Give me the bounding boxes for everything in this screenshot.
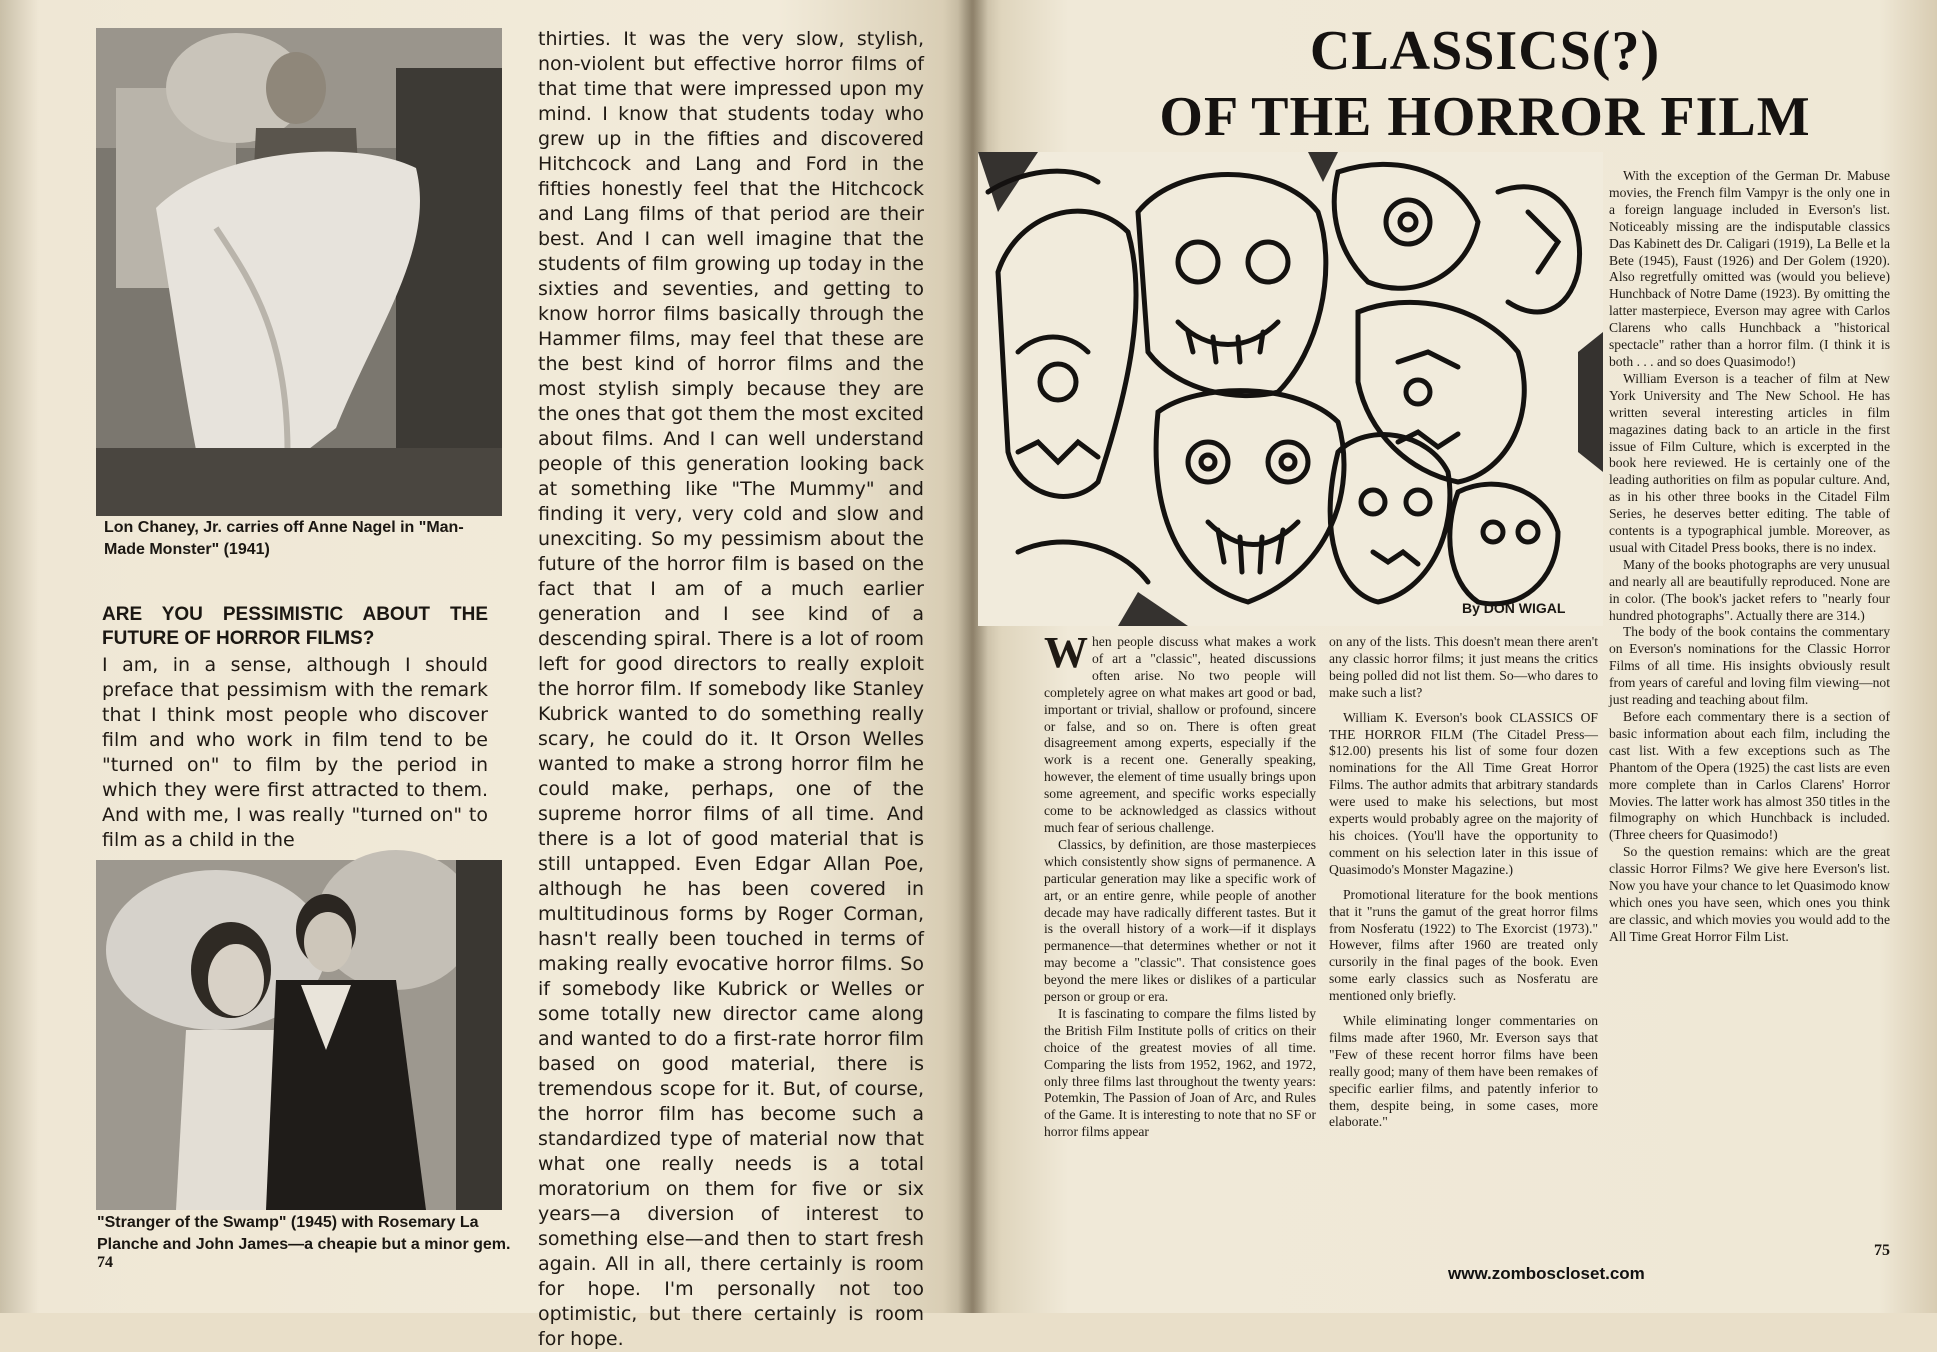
article-col3-para-3: Many of the books photographs are very unusual and nearly all are beautifully reproduced. None are in color. (The book's jacket refers to "nearly four hundred photographs". Actually there are 314.) bbox=[1609, 556, 1890, 623]
monster-faces-illustration bbox=[978, 152, 1603, 626]
photo-stranger-of-the-swamp bbox=[96, 860, 502, 1210]
article-col2-para-2: William K. Everson's book CLASSICS OF THE HORROR FILM (The Citadel Press—$12.00) presents his list of some four dozen nominations for the All Time Great Horror Films. The author admits that arbitrary standards were used to make his selections, but most experts would probably agree on the majority of his choices. (You'll have the opportunity to comment on his selection later in this issue of Quasimodo's Monster Magazine.) bbox=[1329, 709, 1598, 877]
photo-man-made-monster bbox=[96, 28, 502, 516]
article-col3-para-5: Before each commentary there is a section of basic information about each film, including the cast list. With a few exceptions such as The Phantom of the Opera (1925) the cast lists are even more complete than in Carlos Clarens' Horror Movies. The latter work has almost 350 titles in the filmography on which Hunchback is included. (Three cheers for Quasimodo!) bbox=[1609, 709, 1890, 843]
byline: By DON WIGAL bbox=[1462, 600, 1566, 616]
article-col3-para-1: With the exception of the German Dr. Mabuse movies, the French film Vampyr is the only one in a foreign language included in Everson's list. Noticeably missing are the indisputable classics Das Kabinett des Dr. Caligari (1919), La Belle et la Bete (1945), Faust (1926) and Der Golem (1920). Also regretfully omitted was (would you believe) Hunchback of Notre Dame (1923). By omitting the latter masterpiece, Everson may agree with Carlos Clarens who calls Hunchback a "historical spectacle" rather than a horror film. (I think it is both . . . and so does Quasimodo!) bbox=[1609, 168, 1890, 369]
article-col1-para-1: When people discuss what makes a work of art a "classic", heated discussions often arise. No two people will completely agree on what makes art good or bad, important or trivial, shallow or profound, sincere or false, and so on. There is often great disagreement among experts, especially if the work is a recent one. Generally speaking, however, the element of time usually brings upon some agreement, and specific works especially come to be acknowledged as classics without much fear of serious challenge. bbox=[1044, 628, 1316, 835]
article-col3-para-4: The body of the book contains the commentary on Everson's nominations for the Classic Horror Films of all time. His insights obviously result from years of careful and loving film viewing—not just reading and teaching about film. bbox=[1609, 624, 1890, 708]
drop-cap: W bbox=[1044, 628, 1088, 677]
headline-line-2: OF THE HORROR FILM bbox=[1159, 86, 1811, 148]
article-col3-para-6: So the question remains: which are the great classic Horror Films? We give here Everson's list. Now you have your chance to let Quasimodo know which ones you have seen, which ones you think are classic, and which movies you would add to the All Time Great Horror Film List. bbox=[1609, 844, 1890, 944]
article-col1-para-2: Classics, by definition, are those masterpieces which consistently show signs of permanence. A particular generation may like a specific work of art, or an entire genre, while people of another decade may have radically different tastes. But it is the overall history of a work—if it displays permanence—that determines whether or not it may become a "classic". That consistence goes beyond the mere likes or dislikes of a particular person or group or era. bbox=[1044, 836, 1316, 1005]
page-number-right: 75 bbox=[1874, 1242, 1890, 1259]
article-column-1 bbox=[1044, 628, 1316, 1141]
headline-line-1: CLASSICS(?) bbox=[1309, 20, 1661, 82]
interview-question: ARE YOU PESSIMISTIC ABOUT THE FUTURE OF HORROR FILMS? bbox=[102, 604, 488, 649]
article-col1-para-3: It is fascinating to compare the films listed by the British Film Institute polls of critics on their choice of the greatest movies of all time. Comparing the lists from 1952, 1962, and 1972, only three films last throughout the twenty years: Potemkin, The Passion of Joan of Arc, and Rules of the Game. It is interesting to note that no SF or horror films appear bbox=[1044, 1005, 1316, 1140]
photo2-caption: "Stranger of the Swamp" (1945) with Rosemary La Planche and John James—a cheapie but a minor gem. bbox=[97, 1214, 511, 1253]
article-col2-para-4: While eliminating longer commentaries on films made after 1960, Mr. Everson says that "Few of these recent horror films have been really good; many of them have been remakes of specific earlier films, and patently inferior to them, despite being, in some cases, more elaborate." bbox=[1329, 1013, 1598, 1130]
article-col3-para-2: William Everson is a teacher of film at New York University and The New School. He has written several interesting articles in film magazines dating back to an article in the first issue of Film Culture, which is excerpted in the book here reviewed. He is certainly one of the leading authorities on film as popular culture. And, as in his other three books in the Citadel Film Series, he deserves better editing. The table of contents is a typographical jumble. Moreover, as usual with Citadel Press books, there is no index. bbox=[1609, 370, 1890, 555]
article-column-3 bbox=[1609, 168, 1890, 946]
interview-answer: I am, in a sense, although I should preface that pessimism with the remark that I think most people who discover film and who work in film tend to be "turned on" to film by the period in which they were first attracted to them. And with me, I was really "turned on" to film as a child in the bbox=[102, 654, 488, 851]
article-column-2 bbox=[1329, 634, 1598, 1131]
website-watermark[interactable]: www.zomboscloset.com bbox=[1448, 1264, 1645, 1283]
photo1-caption: Lon Chaney, Jr. carries off Anne Nagel in "Man-Made Monster" (1941) bbox=[104, 519, 464, 558]
page-number-left: 74 bbox=[97, 1254, 113, 1271]
article-col2-para-3: Promotional literature for the book mentions that it "runs the gamut of the great horror films from Nosferatu (1922) to The Exorcist (1973)." However, films after 1960 are treated only cursorily in the final pages of the book. Even some early classics such as Nosferatu are mentioned only briefly. bbox=[1329, 886, 1598, 1004]
article-col2-para-1: on any of the lists. This doesn't mean there aren't any classic horror films; it just means the critics being polled did not list them. So—who dares to make such a list? bbox=[1329, 634, 1598, 700]
interview-column-2: thirties. It was the very slow, stylish, non-violent but effective horror films of that time that were impressed upon my mind. I know that students today who grew up in the fifties and discovered Hitchcock and Lang and Ford in the fifties honestly feel that the Hitchcock and Lang films of that period are their best. And I can well imagine that the students of film growing up today in the sixties and seventies, and getting to know horror films basically through the Hammer films, may feel that these are the best kind of horror films and the most stylish simply because they are the ones that got them the most excited about films. And I can well understand people of this generation looking back at something like "The Mummy" and finding it very, very cold and slow and unexciting. So my pessimism about the future of the horror film is based on the fact that I am of a much earlier generation and I see kind of a descending spiral. There is a lot of room left for good directors to really exploit the horror film. If somebody like Stanley Kubrick wanted to do something really scary, he could do it. It Orson Welles wanted to make a strong horror film he could make, perhaps, one of the supreme horror films of all time. And there is a lot of good material that is still untapped. Even Edgar Allan Poe, although he has been covered in multitudinous forms by Roger Corman, hasn't really been touched in terms of making really evocative horror films. So if somebody like Kubrick or Welles or some totally new director came along and wanted to do a first-rate horror film based on good material, there is tremendous scope for it. But, of course, the horror film has become such a standardized type of material now that what one really needs is a total moratorium on them for five or six years—a diversion of interest to something else—and then to start fresh again. All in all, there certainly is room for hope. I'm personally not too optimistic, but there certainly is room for hope. bbox=[538, 28, 924, 1350]
